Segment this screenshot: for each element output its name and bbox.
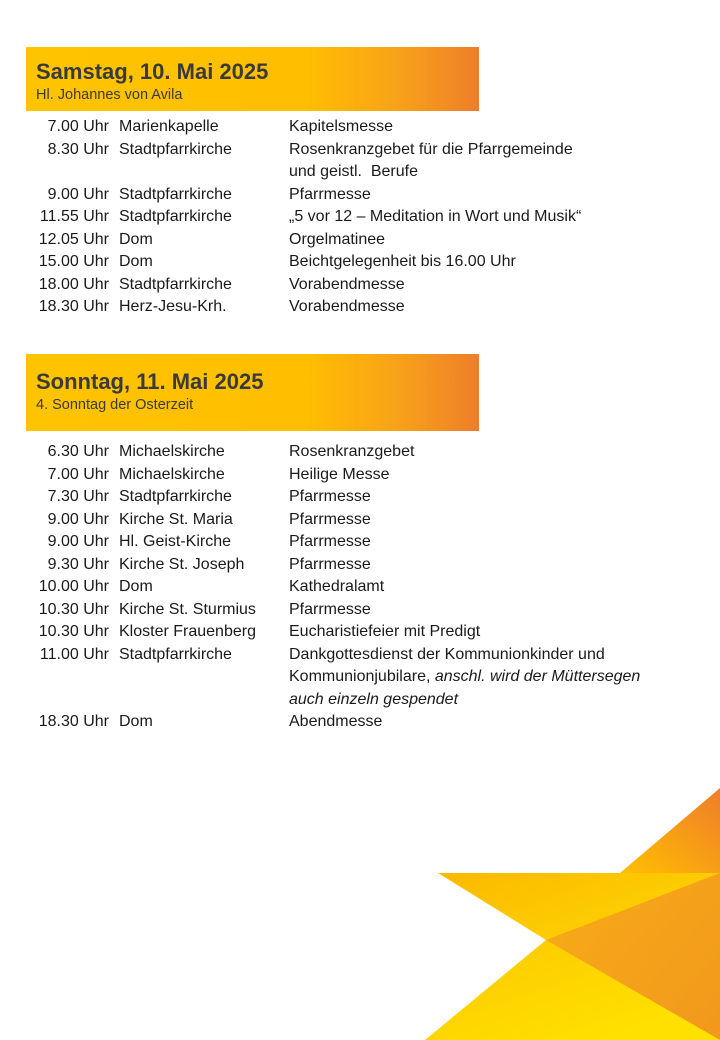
event-continuation: und geistl. Berufe — [289, 163, 418, 180]
event: Abendmesse — [289, 713, 383, 730]
event: Pfarrmesse — [289, 185, 371, 203]
time: 9.00 Uhr — [47, 510, 109, 528]
place: Stadtpfarrkirche — [119, 140, 232, 158]
place: Michaelskirche — [119, 443, 225, 460]
event-note: anschl. wird der Müttersegen — [434, 668, 641, 685]
time: 18.30 Uhr — [38, 713, 109, 730]
time: 10.30 Uhr — [38, 623, 109, 640]
event: Dankgottesdienst der Kommunionkinder und — [289, 645, 605, 663]
place: Stadtpfarrkirche — [119, 275, 232, 293]
event: Beichtgelegenheit bis 16.00 Uhr — [289, 253, 516, 270]
day-title: Sonntag, 11. Mai 2025 — [36, 369, 264, 394]
place: Dom — [119, 578, 153, 595]
time: 9.00 Uhr — [47, 533, 109, 550]
event: Rosenkranzgebet — [289, 443, 415, 460]
event: Kathedralamt — [289, 578, 385, 595]
time: 11.55 Uhr — [39, 208, 109, 225]
time: 9.00 Uhr — [47, 185, 109, 203]
event-note-continuation: auch einzeln gespendet — [289, 690, 459, 708]
place: Herz-Jesu-Krh. — [119, 298, 227, 315]
time: 18.00 Uhr — [38, 275, 109, 293]
event: Heilige Messe — [289, 465, 390, 483]
day-title: Samstag, 10. Mai 2025 — [36, 59, 269, 84]
event: Orgelmatinee — [289, 230, 386, 248]
event: Vorabendmesse — [289, 275, 405, 293]
day-subtitle: Hl. Johannes von Avila — [36, 87, 183, 103]
event-continuation-text: Kommunionjubilare, — [289, 668, 435, 685]
time: 15.00 Uhr — [38, 253, 109, 270]
event: Pfarrmesse — [289, 510, 371, 528]
place: Michaelskirche — [119, 465, 225, 483]
event: „5 vor 12 – Meditation in Wort und Musik“ — [289, 208, 582, 225]
time: 10.00 Uhr — [38, 578, 109, 595]
event: Rosenkranzgebet für die Pfarrgemeinde — [289, 140, 573, 158]
day-subtitle: 4. Sonntag der Osterzeit — [36, 397, 194, 413]
time: 6.30 Uhr — [47, 443, 109, 460]
event: Eucharistiefeier mit Predigt — [289, 623, 481, 640]
event: Pfarrmesse — [289, 488, 371, 505]
time: 9.30 Uhr — [47, 555, 109, 573]
event: Pfarrmesse — [289, 533, 371, 550]
place: Stadtpfarrkirche — [119, 208, 232, 225]
time: 12.05 Uhr — [38, 230, 109, 248]
event: Kapitelsmesse — [289, 118, 394, 135]
place: Marienkapelle — [119, 118, 219, 135]
time: 7.00 Uhr — [47, 465, 109, 483]
time: 8.30 Uhr — [47, 140, 109, 158]
place: Kirche St. Maria — [119, 510, 233, 528]
decorative-triangle-upper — [620, 788, 720, 873]
place: Kirche St. Sturmius — [119, 600, 256, 618]
place: Hl. Geist-Kirche — [119, 533, 232, 550]
time: 7.30 Uhr — [47, 488, 109, 505]
event: Pfarrmesse — [289, 600, 371, 618]
time: 11.00 Uhr — [39, 645, 109, 663]
event: Pfarrmesse — [289, 555, 371, 573]
event: Vorabendmesse — [289, 298, 405, 315]
place: Dom — [119, 230, 153, 248]
place: Dom — [119, 253, 153, 270]
time: 7.00 Uhr — [47, 118, 109, 135]
place: Stadtpfarrkirche — [119, 185, 232, 203]
place: Stadtpfarrkirche — [119, 645, 232, 663]
place: Stadtpfarrkirche — [119, 488, 232, 505]
place: Kloster Frauenberg — [119, 623, 256, 640]
place: Dom — [119, 713, 153, 730]
time: 18.30 Uhr — [38, 298, 109, 315]
time: 10.30 Uhr — [38, 600, 109, 618]
place: Kirche St. Joseph — [119, 555, 245, 573]
